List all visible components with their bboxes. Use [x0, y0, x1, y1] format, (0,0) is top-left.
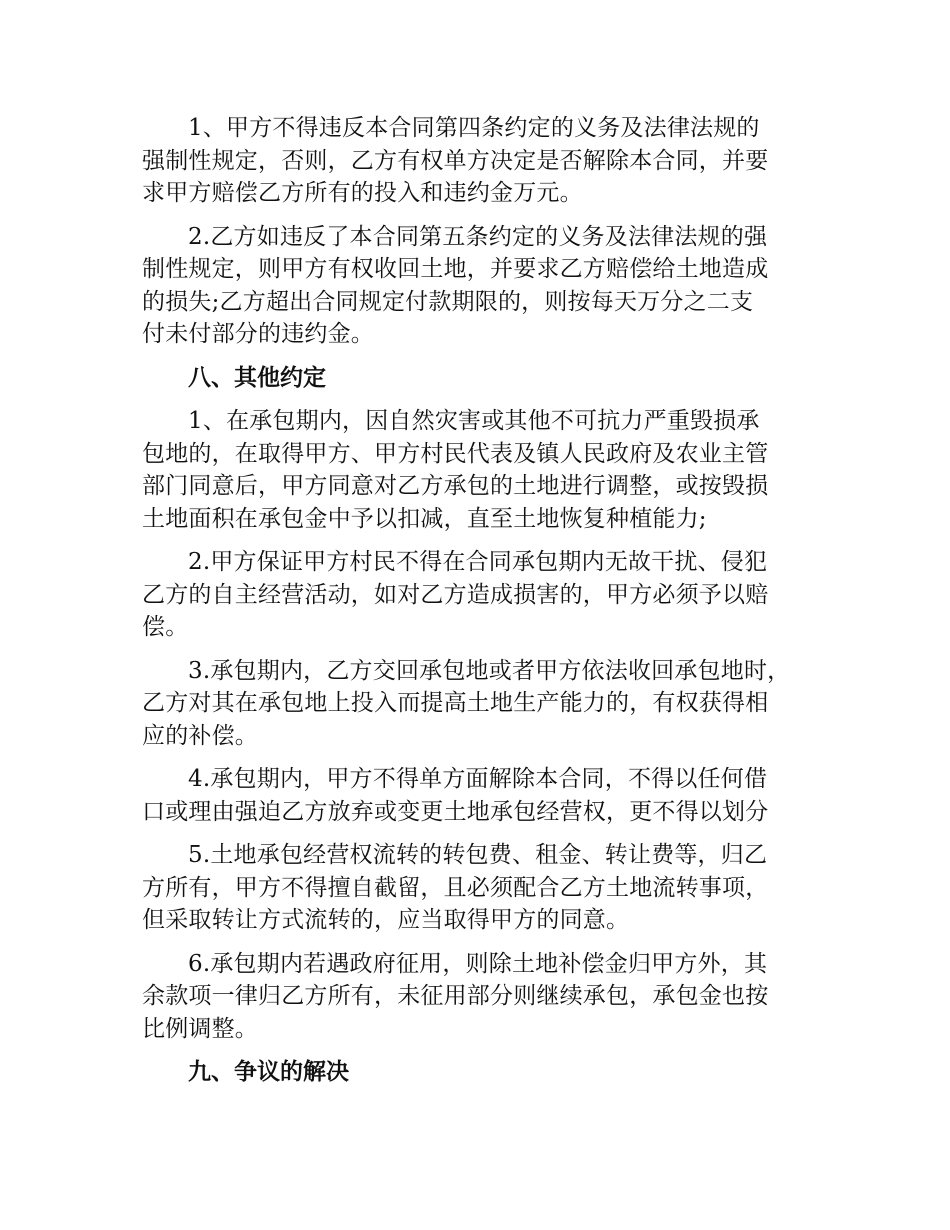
text-line: 2.乙方如违反了本合同第五条约定的义务及法律法规的强 — [188, 223, 768, 250]
text-line: 1、甲方不得违反本合同第四条约定的义务及法律法规的 — [188, 115, 760, 141]
clause-paragraph-8-1 — [142, 405, 812, 535]
text-line: 口或理由强迫乙方放弃或变更土地承包经营权，更不得以划分 — [142, 798, 769, 825]
text-line: 但采取转让方式流转的，应当取得甲方的同意。 — [142, 907, 630, 933]
text-line: 应的补偿。 — [142, 722, 258, 749]
heading-text: 九、争议的解决 — [188, 1059, 349, 1085]
text-line: 部门同意后，甲方同意对乙方承包的土地进行调整，或按毁损 — [142, 473, 769, 499]
clause-paragraph-8-3 — [142, 655, 812, 753]
text-line: 的损失;乙方超出合同规定付款期限的，则按每天万分之二支 — [142, 288, 754, 315]
clause-paragraph-7-2 — [142, 221, 812, 351]
section-heading-9 — [142, 1056, 812, 1089]
section-heading-8 — [142, 362, 812, 395]
text-line: 方所有，甲方不得擅自截留，且必须配合乙方土地流转事项， — [142, 874, 769, 901]
clause-paragraph-8-5 — [142, 839, 812, 937]
document-page — [142, 112, 812, 1100]
text-line: 强制性规定，否则，乙方有权单方决定是否解除本合同，并要 — [142, 147, 769, 174]
clause-paragraph-8-4 — [142, 763, 812, 828]
clause-paragraph-8-6 — [142, 948, 812, 1046]
text-line: 余款项一律归乙方所有，未征用部分则继续承包，承包金也按 — [142, 983, 769, 1009]
text-line: 乙方对其在承包地上投入而提高土地生产能力的，有权获得相 — [142, 690, 769, 716]
text-line: 乙方的自主经营活动，如对乙方造成损害的，甲方必须予以赔 — [142, 581, 769, 608]
text-line: 6.承包期内若遇政府征用，则除土地补偿金归甲方外，其 — [188, 950, 768, 977]
text-line: 偿。 — [142, 614, 189, 640]
text-line: 比例调整。 — [142, 1015, 258, 1042]
clause-paragraph-7-1 — [142, 112, 812, 210]
text-line: 土地面积在承包金中予以扣减，直至土地恢复种植能力; — [142, 505, 707, 532]
text-line: 制性规定，则甲方有权收回土地，并要求乙方赔偿给土地造成 — [142, 256, 769, 282]
text-line: 4.承包期内，甲方不得单方面解除本合同，不得以任何借 — [188, 766, 768, 792]
clause-paragraph-8-2 — [142, 546, 812, 644]
text-line: 5.土地承包经营权流转的转包费、租金、转让费等，归乙 — [188, 842, 768, 868]
text-line: 求甲方赔偿乙方所有的投入和违约金万元。 — [142, 180, 583, 206]
text-line: 包地的，在取得甲方、甲方村民代表及镇人民政府及农业主管 — [142, 440, 769, 467]
text-line: 2.甲方保证甲方村民不得在合同承包期内无故干扰、侵犯 — [188, 549, 768, 575]
text-line: 1、在承包期内，因自然灾害或其他不可抗力严重毁损承 — [188, 408, 760, 434]
text-line: 3.承包期内，乙方交回承包地或者甲方依法收回承包地时， — [188, 657, 791, 684]
text-line: 付未付部分的违约金。 — [142, 321, 374, 347]
heading-text: 八、其他约定 — [188, 364, 326, 391]
